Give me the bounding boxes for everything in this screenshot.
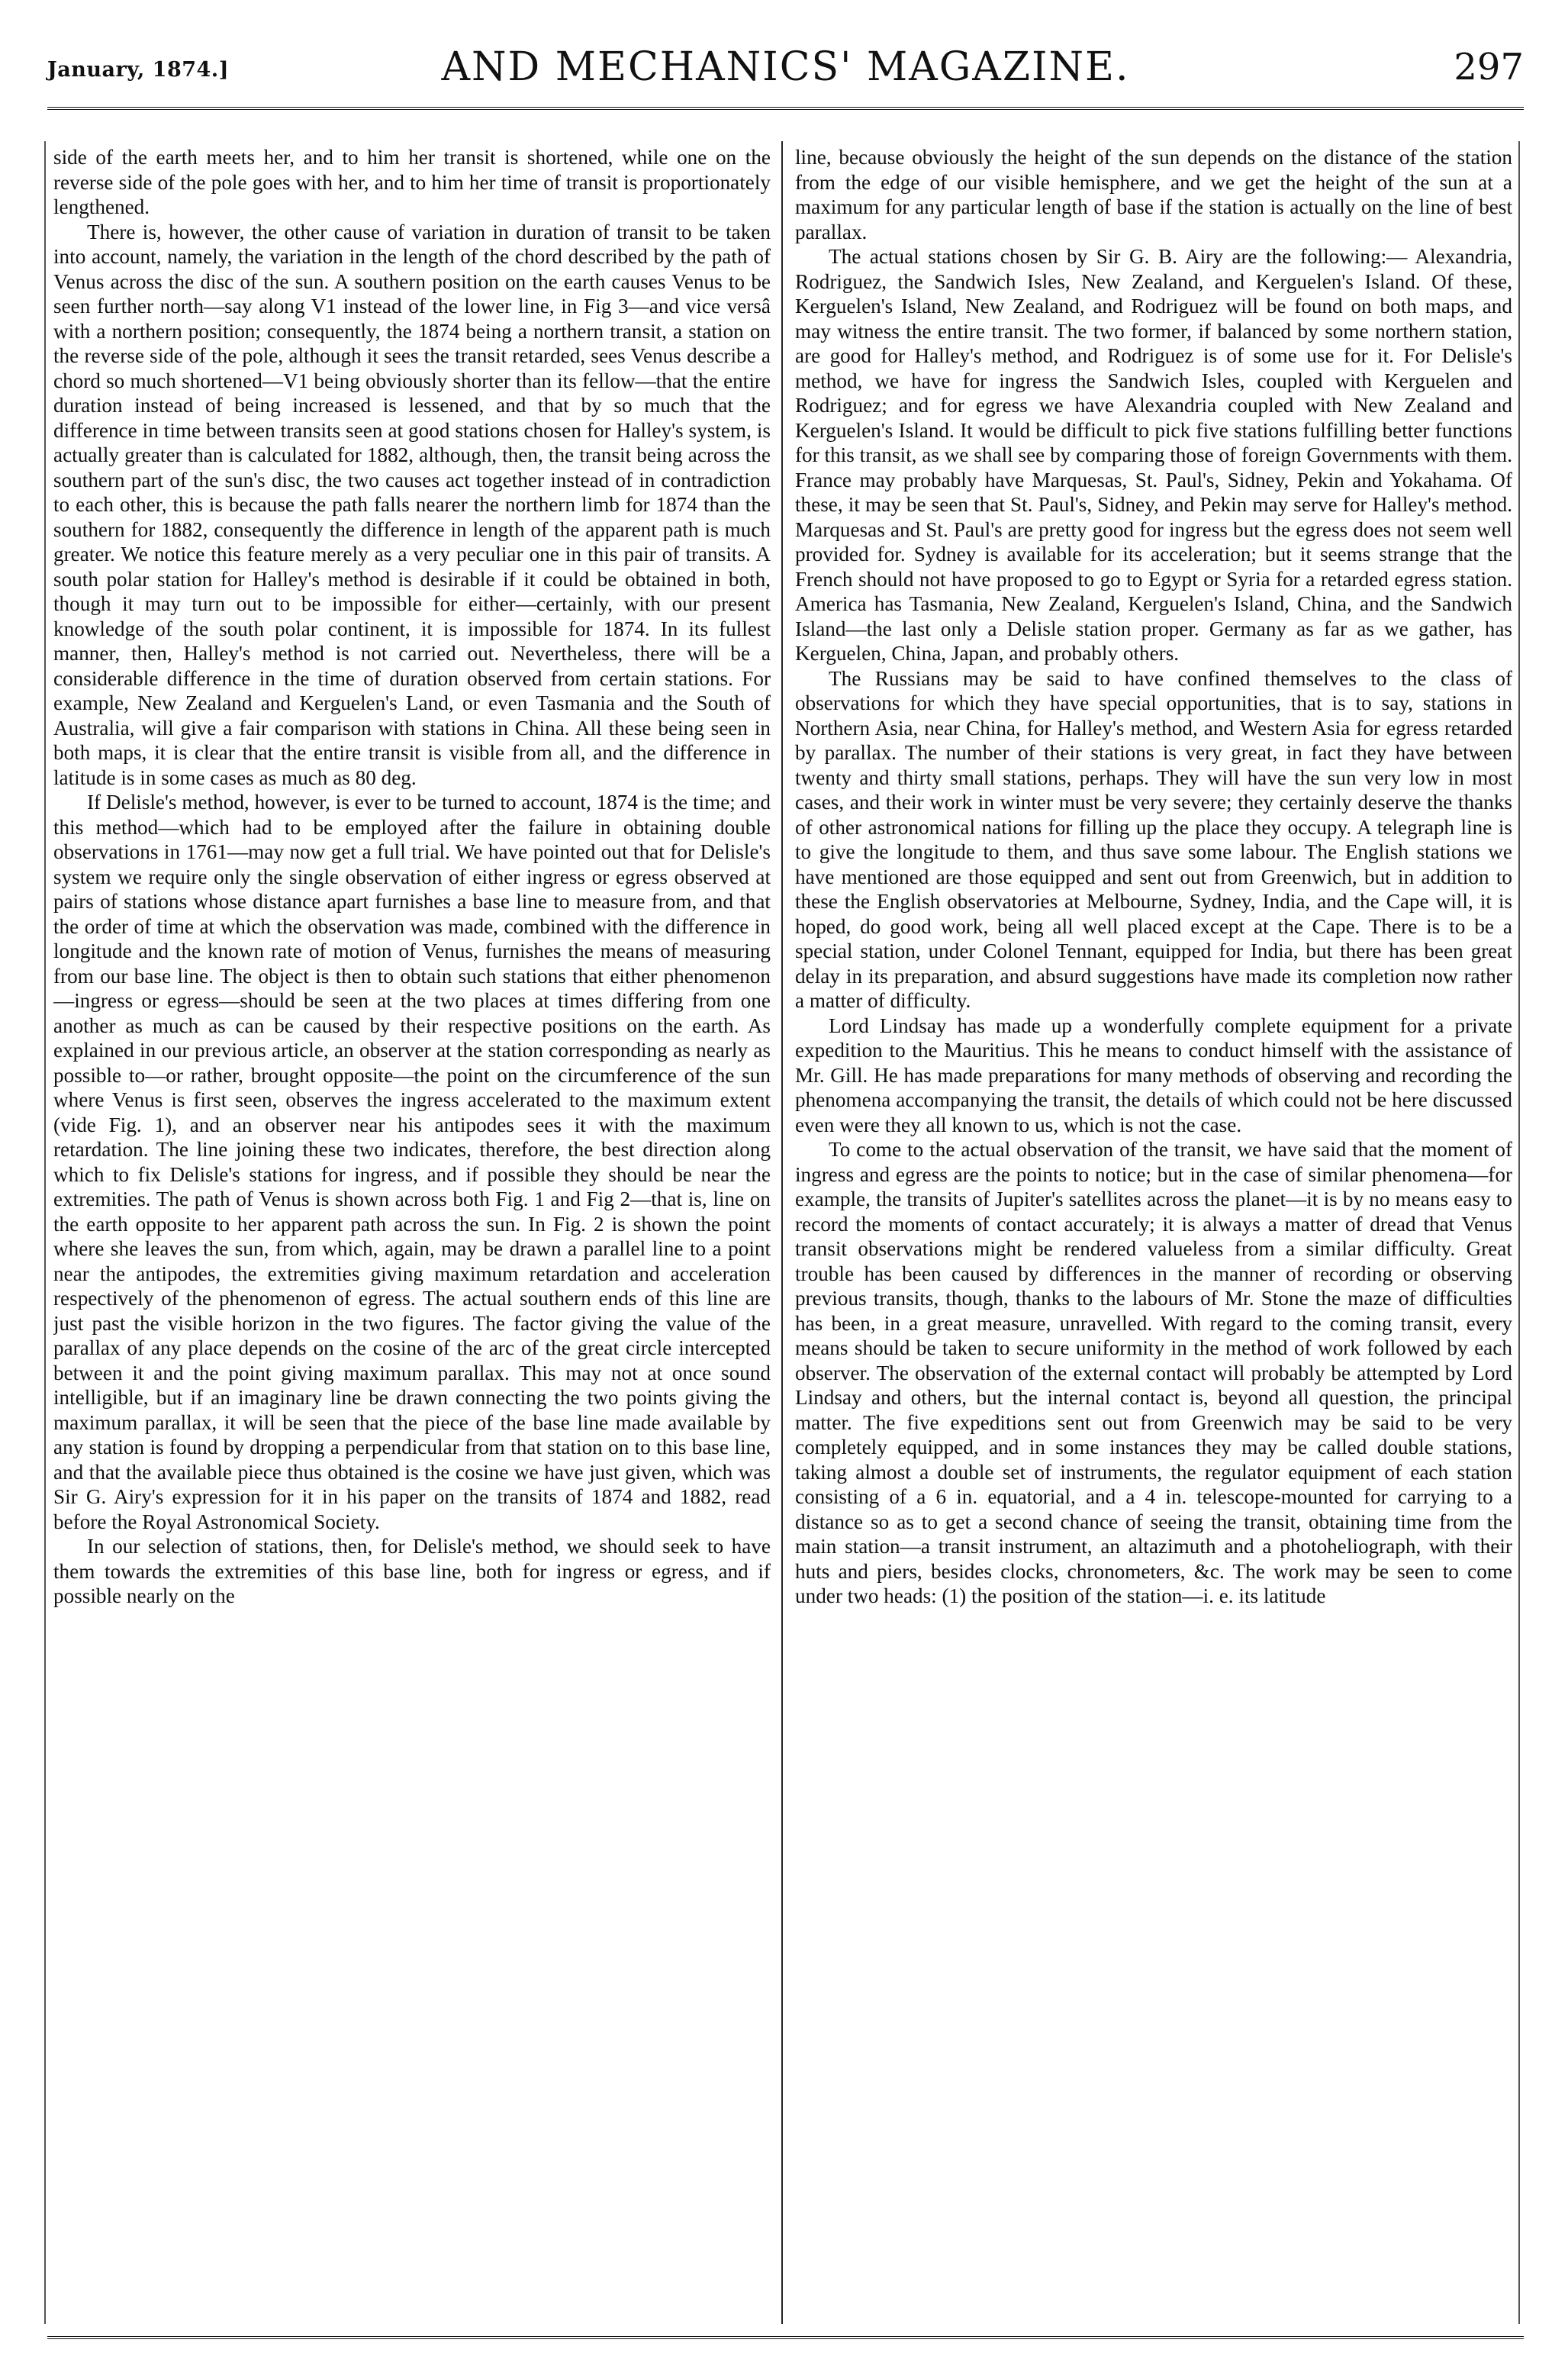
paragraph: side of the earth meets her, and to him her transit is shortened, while one on the reverse side of the pole goes with her, and to him her time of transit is proportionately lengthened. (53, 146, 771, 218)
page-number: 297 (1454, 46, 1524, 89)
issue-date: January, 1874.] (47, 58, 229, 82)
column-divider (781, 141, 783, 2324)
paragraph: To come to the actual observation of the transit, we have said that the moment of ingress and egress are the points to notice; but in the case of similar phenomena—for example, the transits of Jupiter's satellites across the planet—it is by no means easy to record the moments of contact accurately; it is always a matter of dread that Venus transit observations might be rendered valueless from a similar difficulty. Great trouble has been caused by differences in the manner of recording or observing previous transits, though, thanks to the labours of Mr. Stone the maze of difficulties has been, in a great measure, unravelled. With regard to the coming transit, every means should be taken to secure uniformity in the method of work followed by each observer. The observation of the external contact will probably be attempted by Lord Lindsay and others, but the internal contact is, beyond all question, the principal matter. The five expeditions sent out from Greenwich may be said to be very completely equipped, and in some instances they may be called double stations, taking almost a double set of instruments, the regulator equipment of each station consisting of a 6 in. equatorial, and a 4 in. telescope-mounted for carrying to a distance so as to get a second chance of seeing the transit, obtaining time from the main station—a transit instrument, an altazimuth and a photoheliograph, with their huts and piers, besides clocks, chronometers, &c. The work may be seen to come under two heads: (1) the position of the station—i. e. its latitude (795, 1138, 1512, 1607)
paragraph: There is, however, the other cause of variation in duration of transit to be taken into account, namely, the variation in the length of the chord described by the path of Venus across the disc of the sun. A southern position on the earth causes Venus to be seen further north—say along V1 instead of the lower line, in Fig 3—and vice versâ with a northern position; consequently, the 1874 being a northern transit, a station on the reverse side of the pole, although it sees the transit retarded, sees Venus describe a chord so much shortened—V1 being obviously shorter than its fellow—that the entire duration instead of being increased is lessened, and that by so much that the difference in time between transits seen at good stations chosen for Halley's system, is actually greater than is calculated for 1882, although, then, the transit being across the southern part of the sun's disc, the two causes act together instead of in contradiction to each other, this is because the path falls nearer the northern limb for 1874 than the southern for 1882, consequently the difference in length of the apparent path is much greater. We notice this feature merely as a very peculiar one in this pair of transits. A south polar station for Halley's method is desirable if it could be obtained in both, though it may turn out to be impossible for either—certainly, with our present knowledge of the south polar continent, it is impossible for 1874. In its fullest manner, then, Halley's method is not carried out. Nevertheless, there will be a considerable difference in the time of duration observed from certain stations. For example, New Zealand and Kerguelen's Land, or even Tasmania and the South of Australia, will give a fair comparison with stations in China. All these being seen in both maps, it is clear that the entire transit is visible from all, and the difference in latitude is in some cases as much as 80 deg. (53, 220, 771, 789)
running-title: AND MECHANICS' MAGAZINE. (441, 44, 1130, 90)
right-border-rule (1518, 141, 1520, 2324)
paragraph: The Russians may be said to have confined themselves to the class of observations for which they have special opportunities, that is to say, stations in Northern Asia, near China, for Halley's method, and Western Asia for egress retarded by parallax. The number of their stations is very great, in fact they have between twenty and thirty small stations, perhaps. They will have the sun very low in most cases, and their work in winter must be very severe; they certainly deserve the thanks of other astronomical nations for filling up the place they occupy. A telegraph line is to give the longitude to them, and thus save some labour. The English stations we have mentioned are those equipped and sent out from Greenwich, but in addition to these the English observatories at Melbourne, Sydney, India, and the Cape will, it is hoped, do good work, being all well placed except at the Cape. There is to be a special station, under Colonel Tennant, equipped for India, but there has been great delay in its preparation, and absurd suggestions have made its completion now rather a matter of difficulty. (795, 666, 1512, 1012)
paragraph: line, because obviously the height of the sun depends on the distance of the station from the edge of our visible hemisphere, and we get the height of the sun at a maximum for any particular length of base if the station is actually on the line of best parallax. (795, 146, 1512, 243)
left-border-rule (44, 141, 46, 2324)
paragraph: The actual stations chosen by Sir G. B. Airy are the following:— Alexandria, Rodriguez, the Sandwich Isles, New Zealand, and Kerguelen's Island. Of these, Kerguelen's Island, New Zealand, and Rodriguez will be found on both maps, and may witness the entire transit. The two former, if balanced by some northern station, are good for Halley's method, and Rodriguez is of some use for it. For Delisle's method, we have for ingress the Sandwich Isles, coupled with Kerguelen and Rodriguez; and for egress we have Alexandria coupled with New Zealand and Kerguelen's Island. It would be difficult to pick five stations fulfilling better functions for this transit, as we shall see by comparing those of foreign Governments with them. France may probably have Marquesas, St. Paul's, Sidney, Pekin and Yokahama. Of these, it may be seen that St. Paul's, Sidney, and Pekin may serve for Halley's method. Marquesas and St. Paul's are pretty good for ingress but the egress does not seem well provided for. Sydney is available for its acceleration; but it seems strange that the French should not have proposed to go to Egypt or Syria for a retarded egress station. America has Tasmania, New Zealand, Kerguelen's Island, China, and the Sandwich Island—the last only a Delisle station proper. Germany as far as we gather, has Kerguelen, China, Japan, and probably others. (795, 245, 1512, 665)
paragraph: In our selection of stations, then, for Delisle's method, we should seek to have them towards the extremities of this base line, both for ingress or egress, and if possible nearly on the (53, 1535, 771, 1607)
left-column (53, 145, 771, 2328)
paragraph: Lord Lindsay has made up a wonderfully complete equipment for a private expedition to the Mauritius. This he means to conduct himself with the assistance of Mr. Gill. He has made preparations for many methods of observing and recording the phenomena accompanying the transit, the details of which could not be here discussed even were they all known to us, which is not the case. (795, 1014, 1512, 1136)
right-column (795, 145, 1512, 2328)
paragraph: If Delisle's method, however, is ever to be turned to account, 1874 is the time; and this method—which had to be employed after the failure in obtaining double observations in 1761—may now get a full trial. We have pointed out that for Delisle's system we require only the single observation of either ingress or egress observed at pairs of stations whose distance apart furnishes a base line to measure from, and that the order of time at which the observation was made, combined with the difference in longitude and the known rate of motion of Venus, furnishes the means of measuring from our base line. The object is then to obtain such stations that either phenomenon—ingress or egress—should be seen at the two places at times differing from one another as much as can be caused by their respective positions on the earth. As explained in our previous article, an observer at the station corresponding as nearly as possible to—or rather, brought opposite—the point on the circumference of the sun where Venus is first seen, observes the ingress accelerated to the maximum extent (vide Fig. 1), and an observer near his antipodes sees it with the maximum retardation. The line joining these two indicates, therefore, the best direction along which to fix Delisle's stations for ingress, and if possible they should be near the extremities. The path of Venus is shown across both Fig. 1 and Fig 2—that is, line on the earth opposite to her apparent path across the sun. In Fig. 2 is shown the point where she leaves the sun, from which, again, may be drawn a parallel line to a point near the antipodes, the extremities giving maximum retardation and acceleration respectively of the phenomenon of egress. The actual southern ends of this line are just past the visible horizon in the two figures. The factor giving the value of the parallax of any place depends on the cosine of the arc of the great circle intercepted between it and the point giving maximum parallax. This may not at once sound intelligible, but if an imaginary line be drawn connecting the two points giving the maximum parallax, it will be seen that the piece of the base line made available by any station is found by dropping a perpendicular from that station on to this base line, and that the available piece thus obtained is the cosine we have just given, which was Sir G. Airy's expression for it in his paper on the transits of 1874 and 1882, read before the Royal Astronomical Society. (53, 791, 771, 1533)
page-header (47, 35, 1524, 89)
